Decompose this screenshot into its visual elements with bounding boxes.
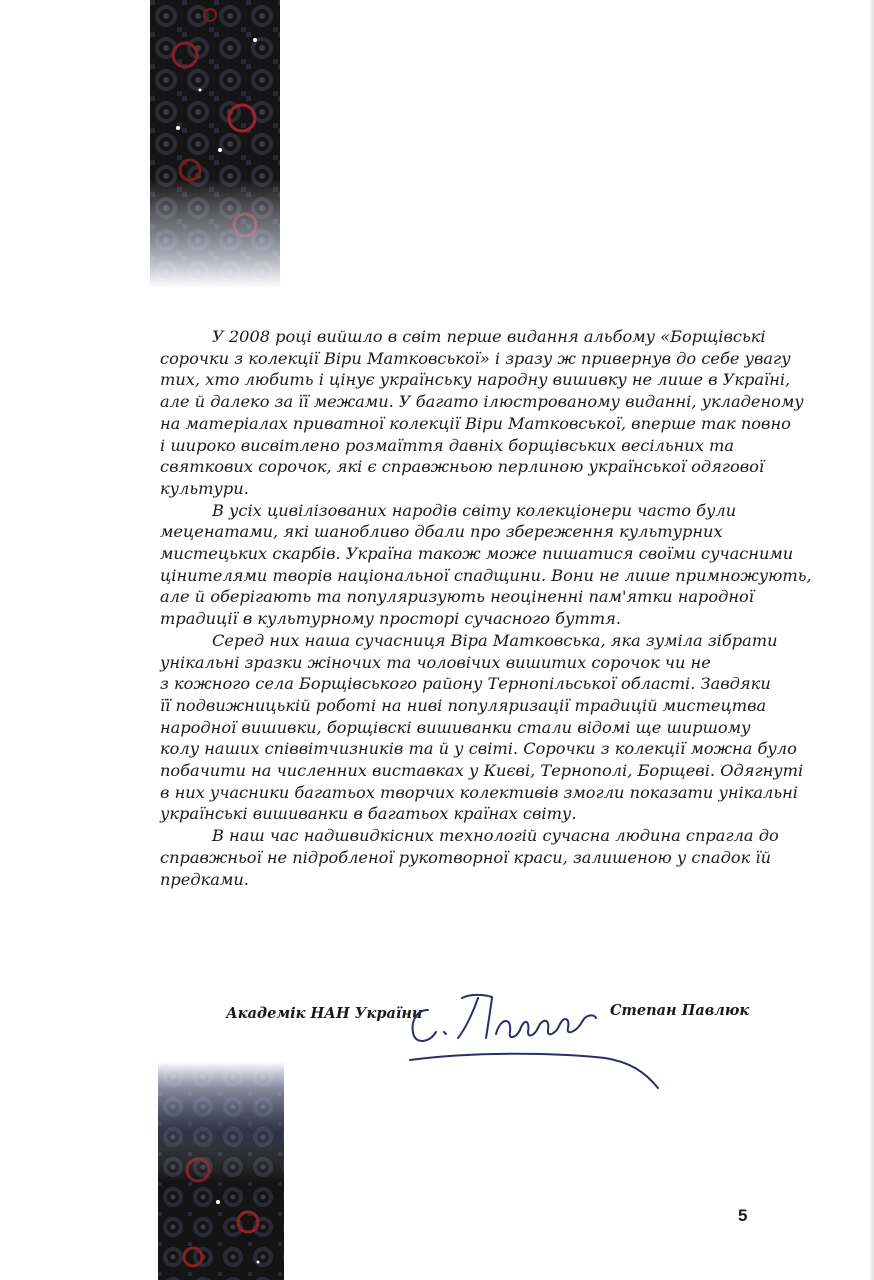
paragraph-1: [160, 326, 804, 500]
text-line: У 2008 році вийшло в світ перше видання альбому «Борщівські: [212, 327, 766, 346]
signer-name: Степан Павлюк: [610, 1002, 750, 1019]
text-line: на матеріалах приватної колекції Віри Матковської, вперше так повно: [160, 413, 791, 433]
embroidery-pattern-top-icon: [150, 0, 280, 288]
signature-block: [0, 1000, 874, 1120]
text-line: предками.: [160, 869, 249, 889]
text-line: колу наших співвітчизників та й у світі. Сорочки з колекції можна було: [160, 739, 797, 759]
text-line: В наш час надшвидкісних технологій сучасна людина спрагла до: [212, 826, 779, 846]
embroidery-strip-top: [150, 0, 280, 288]
text-line: мистецьких скарбів. Україна також може пишатися своїми сучасними: [160, 544, 794, 564]
text-line: але й оберігають та популяризують неоціненні пам'ятки народної: [160, 587, 754, 607]
text-line: святкових сорочок, які є справжньою перлиною української одягової: [160, 457, 765, 477]
embroidery-strip-bottom: [158, 1062, 284, 1280]
page-number: 5: [738, 1206, 748, 1225]
paragraph-3: [160, 630, 804, 825]
text-line: і широко висвітлено розмаїття давніх борщівських весільних та: [160, 435, 735, 455]
text-line: культури.: [160, 478, 249, 498]
text-line: В усіх цивілізованих народів світу колекціонери часто були: [212, 500, 737, 520]
text-line: унікальні зразки жіночих та чоловічих вишитих сорочок чи не: [160, 652, 711, 672]
text-line: меценатами, які шанобливо дбали про збереження культурних: [160, 522, 723, 542]
text-line: цінителями творів національної спадщини. Вони не лише примножують,: [160, 565, 812, 585]
text-line: тих, хто любить і цінує українську народну вишивку не лише в Україні,: [160, 370, 791, 390]
text-line: сорочки з колекції Віри Матковської» і зразу ж привернув до себе увагу: [160, 348, 791, 368]
text-line: Серед них наша сучасниця Віра Матковська, яка зуміла зібрати: [212, 630, 778, 650]
paragraph-4: [160, 825, 779, 890]
signer-title: Академік НАН України: [226, 1005, 423, 1022]
text-line: з кожного села Борщівського району Тернопільської області. Завдяки: [160, 674, 771, 694]
text-line: справжньої не підробленої рукотворної краси, залишеною у спадок їй: [160, 847, 771, 867]
text-line: побачити на численних виставках у Києві, Тернополі, Борщеві. Одягнуті: [160, 761, 804, 781]
text-line: народної вишивки, борщівскі вишиванки стали відомі ще ширшому: [160, 717, 751, 737]
page-edge-shadow: [870, 0, 874, 1280]
embroidery-pattern-bottom-icon: [158, 1062, 284, 1280]
text-line: але й далеко за її межами. У багато ілюстрованому виданні, укладеному: [160, 392, 804, 412]
text-line: в них учасники багатьох творчих колективів змогли показати унікальні: [160, 782, 798, 802]
paragraph-2: [160, 500, 812, 630]
body-text: [160, 326, 812, 890]
text-line: її подвижницькій роботі на ниві популяризації традицій мистецтва: [160, 695, 767, 715]
text-line: українські вишиванки в багатьох країнах світу.: [160, 804, 577, 824]
text-line: традиції в культурному просторі сучасного буття.: [160, 609, 621, 629]
